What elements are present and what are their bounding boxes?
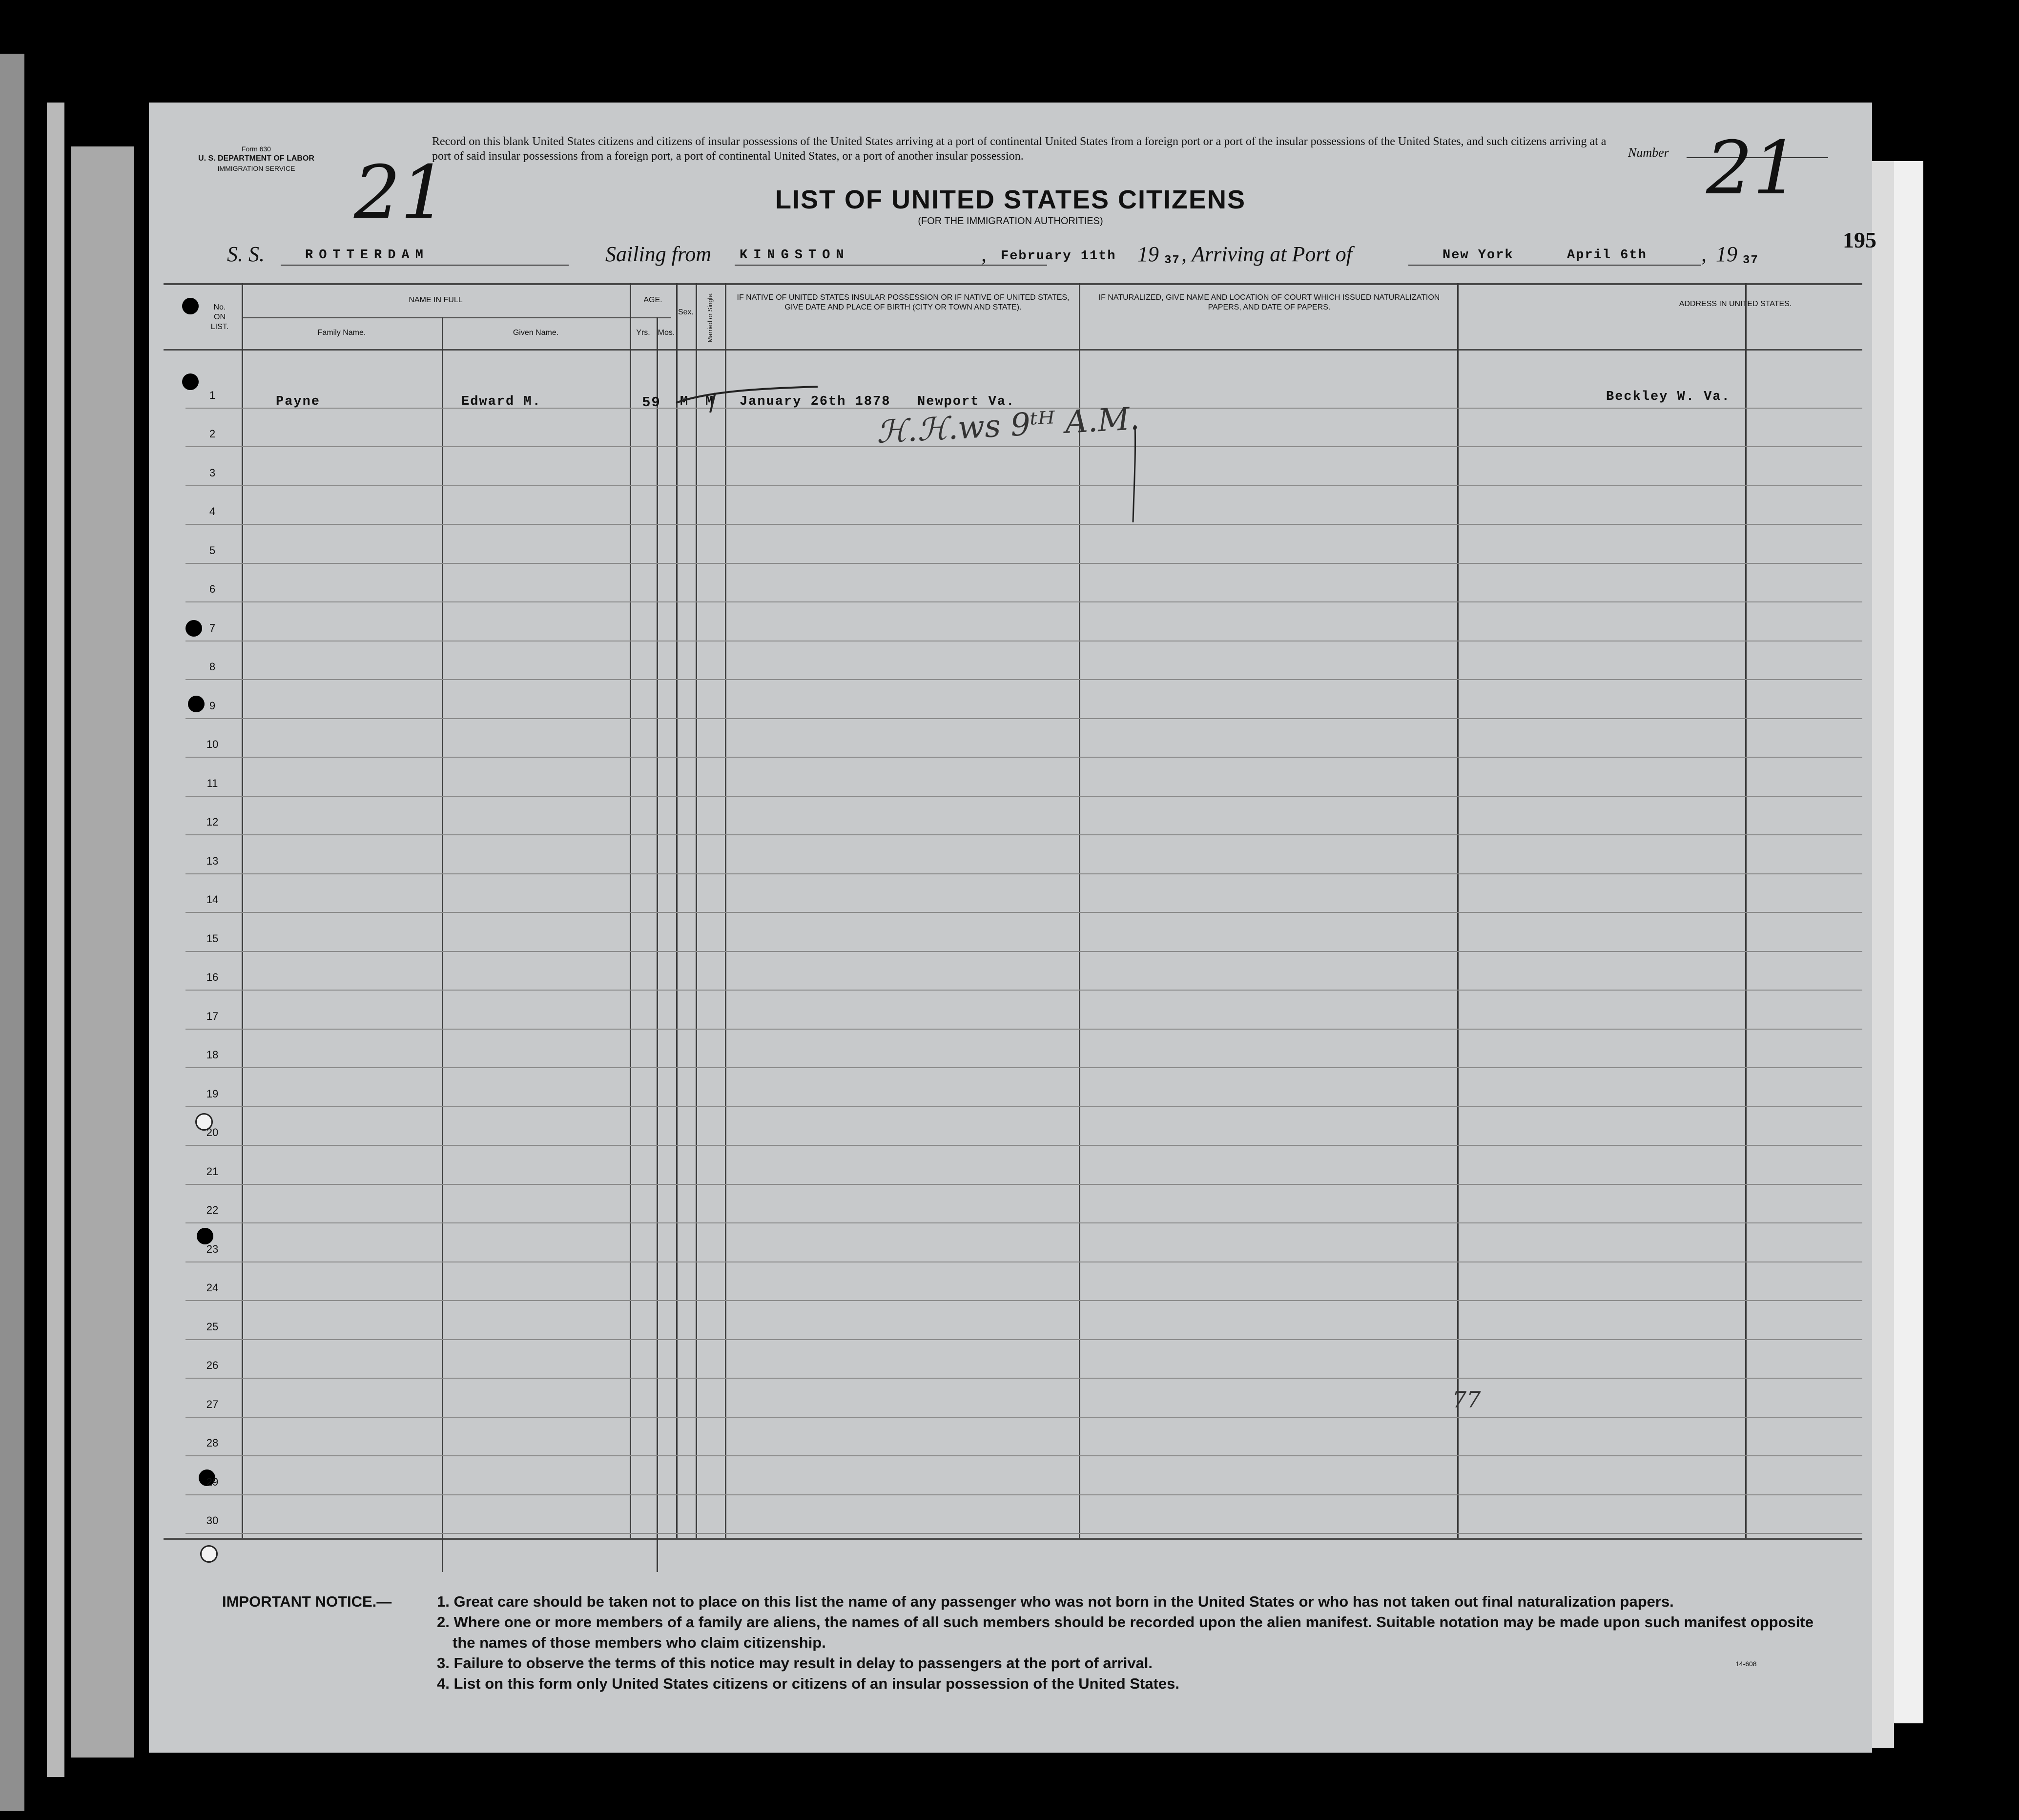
punch-hole <box>200 1545 218 1563</box>
col-divider <box>676 283 678 1538</box>
col-header-sex: Sex. <box>678 308 694 316</box>
row-line <box>185 679 1862 680</box>
col-divider <box>1457 283 1459 1538</box>
col-divider <box>725 283 726 1538</box>
row-number: 28 <box>206 1437 219 1449</box>
col-header-age: AGE. <box>643 296 662 304</box>
sail-date: February 11th <box>1001 249 1116 264</box>
row-line <box>185 1378 1862 1379</box>
row-line <box>185 1339 1862 1340</box>
row-number: 20 <box>206 1126 219 1138</box>
row-number: 24 <box>206 1282 219 1294</box>
row-line <box>185 718 1862 719</box>
row-line <box>185 1029 1862 1030</box>
row-line <box>185 524 1862 525</box>
row-line <box>185 1106 1862 1107</box>
col-divider <box>1079 283 1080 1538</box>
entry-address: Beckley W. Va. <box>1606 390 1731 404</box>
col-header-naturalized: IF NATURALIZED, GIVE NAME AND LOCATION OF COURT WHICH ISSUED NATURALIZATION PAPERS, AND DATE OF PAPERS. <box>1098 293 1440 311</box>
arrival-year-prefix: 19 <box>1716 242 1737 266</box>
arriving-label: , Arriving at Port of <box>1181 242 1352 266</box>
ss-label: S. S. <box>227 242 265 266</box>
entry-age-years: 59 <box>642 394 661 411</box>
col-header-given: Given Name. <box>513 329 559 337</box>
binder-strip-middle <box>47 103 64 1777</box>
handwritten-tail <box>1120 420 1150 527</box>
row-number: 19 <box>206 1088 219 1100</box>
handwritten-number: 21 <box>1706 126 1799 211</box>
row-line <box>185 1300 1862 1301</box>
ship-name: ROTTERDAM <box>305 248 429 263</box>
col-divider <box>442 317 443 1572</box>
row-number: 30 <box>206 1514 219 1527</box>
row-number: 6 <box>209 583 216 595</box>
sailing-label: Sailing from <box>605 242 712 266</box>
row-number: 11 <box>206 777 218 789</box>
row-number: 17 <box>206 1010 219 1022</box>
arrival-year: 37 <box>1743 254 1759 267</box>
form-number: Form 630 U. S. DEPARTMENT OF LABOR IMMIGRATION SERVICE <box>198 145 314 172</box>
page-subtitle: (FOR THE IMMIGRATION AUTHORITIES) <box>918 216 1103 227</box>
row-number: 25 <box>206 1321 219 1333</box>
row-line <box>185 1533 1862 1534</box>
punch-hole <box>182 298 199 314</box>
number-label: Number <box>1628 145 1669 160</box>
col-header-family: Family Name. <box>317 329 366 337</box>
entry-sex: M <box>680 394 689 409</box>
col-header-mos: Mos. <box>658 329 675 337</box>
row-number: 13 <box>206 855 219 867</box>
entry-married: M <box>705 394 715 409</box>
manifest-sheet <box>149 103 1876 1753</box>
handwritten-list-number: 21 <box>354 150 447 235</box>
row-line <box>185 446 1862 447</box>
row-line <box>185 990 1862 991</box>
row-number: 26 <box>206 1359 219 1371</box>
notice-item: 2. Where one or more members of a family are aliens, the names of all such members should be recorded upon the alien manifest. Suitable notation may be made upon such manifest opposite the names of those members who claim citizenship. <box>437 1613 1813 1651</box>
sail-year: 37 <box>1164 254 1180 267</box>
entry-family-name: Payne <box>276 394 321 409</box>
row-number: 23 <box>206 1243 219 1255</box>
row-number: 14 <box>206 893 219 906</box>
row-number: 1 <box>209 389 216 401</box>
arrival-date: April 6th <box>1567 248 1647 263</box>
binder-strip-torn <box>71 146 134 1758</box>
row-line <box>185 873 1862 874</box>
row-number: 3 <box>209 467 216 479</box>
col-header-no: No. ON LIST. <box>210 303 229 331</box>
row-line <box>185 1067 1862 1068</box>
notice-item: 4. List on this form only United States citizens or citizens of an insular possession of the United States. <box>437 1675 1179 1692</box>
port-to: New York <box>1442 248 1514 263</box>
punch-hole <box>197 1228 213 1244</box>
row-line <box>185 951 1862 952</box>
col-divider <box>242 283 243 1538</box>
punch-hole <box>182 373 199 390</box>
col-header-yrs: Yrs. <box>636 329 650 337</box>
row-number: 27 <box>206 1398 219 1410</box>
handwritten-note: ℋ.ℋ.ws 9ᵗᴴ A.M. <box>875 400 1141 451</box>
page-edge-strip-white <box>1894 161 1923 1723</box>
entry-given-name: Edward M. <box>461 394 541 409</box>
row-line <box>185 757 1862 758</box>
row-line <box>185 834 1862 835</box>
row-number: 15 <box>206 932 219 945</box>
entry-birth: January 26th 1878 Newport Va. <box>740 394 1015 409</box>
row-number: 2 <box>209 428 216 440</box>
notice-items <box>437 1592 1828 1694</box>
row-line <box>185 601 1862 602</box>
row-number: 10 <box>206 738 219 750</box>
comma: , <box>1701 242 1707 266</box>
col-divider <box>696 283 697 1538</box>
page-title: LIST OF UNITED STATES CITIZENS <box>775 185 1246 214</box>
port-from-underline <box>735 265 1047 266</box>
year-prefix: 19 <box>1137 242 1159 266</box>
row-number: 12 <box>206 816 219 828</box>
row-line <box>185 1494 1862 1495</box>
row-line <box>185 912 1862 913</box>
row-number: 7 <box>209 622 216 634</box>
col-header-birth: IF NATIVE OF UNITED STATES INSULAR POSSESSION OR IF NATIVE OF UNITED STATES, GIVE DATE AND PLACE OF BIRTH (CITY OR TOWN AND STATE). <box>737 293 1070 311</box>
row-line <box>185 485 1862 486</box>
header-bottom-rule <box>164 349 1862 351</box>
row-line <box>185 1184 1862 1185</box>
col-divider <box>630 283 631 1538</box>
row-number: 18 <box>206 1049 219 1061</box>
notice-item: 1. Great care should be taken not to place on this list the name of any passenger who was not born in the United States or who has not taken out final naturalization papers. <box>437 1593 1674 1610</box>
row-number: 29 <box>206 1476 219 1488</box>
stamp-number: 195 <box>1843 228 1876 252</box>
row-line <box>185 1145 1862 1146</box>
handwritten-mark: 77 <box>1452 1386 1481 1413</box>
arrival-underline <box>1408 265 1701 266</box>
row-line <box>185 1417 1862 1418</box>
row-number: 16 <box>206 971 219 983</box>
row-number: 21 <box>206 1165 219 1178</box>
page-edge-strip <box>1872 161 1894 1748</box>
col-header-name: NAME IN FULL <box>409 296 463 304</box>
ship-underline <box>281 265 569 266</box>
row-number: 4 <box>209 505 216 517</box>
row-line <box>185 1222 1862 1223</box>
table-top-rule <box>164 283 1862 285</box>
header-mid-rule <box>242 317 671 318</box>
form-instruction: Record on this blank United States citizens and citizens of insular possessions of the United States arriving at a port of continental United States from a foreign port or a port of the insular possessions of the United States, and such citizens arriving at a port of said insular possessions from a foreign port, a port of continental United States, or a port of another insular possession. <box>432 135 1607 163</box>
col-divider <box>1745 283 1747 1538</box>
comma: , <box>981 242 987 266</box>
col-header-married: Married or Single. <box>706 292 714 343</box>
print-code: 14-608 <box>1735 1660 1757 1668</box>
col-header-address: ADDRESS IN UNITED STATES. <box>1679 300 1792 308</box>
table-bottom-rule <box>164 1538 1862 1540</box>
row-line <box>185 1455 1862 1456</box>
notice-item: 3. Failure to observe the terms of this notice may result in delay to passengers at the port of arrival. <box>437 1655 1153 1672</box>
row-number: 5 <box>209 544 216 557</box>
notice-lead: IMPORTANT NOTICE.— <box>222 1593 392 1610</box>
binder-strip-left <box>0 54 24 1811</box>
port-from: KINGSTON <box>740 248 850 263</box>
col-divider <box>657 317 658 1572</box>
row-number: 8 <box>209 661 216 673</box>
row-line <box>185 563 1862 564</box>
handwritten-stroke <box>671 376 866 415</box>
row-number: 22 <box>206 1204 219 1216</box>
row-line <box>185 796 1862 797</box>
row-number: 9 <box>209 700 216 712</box>
